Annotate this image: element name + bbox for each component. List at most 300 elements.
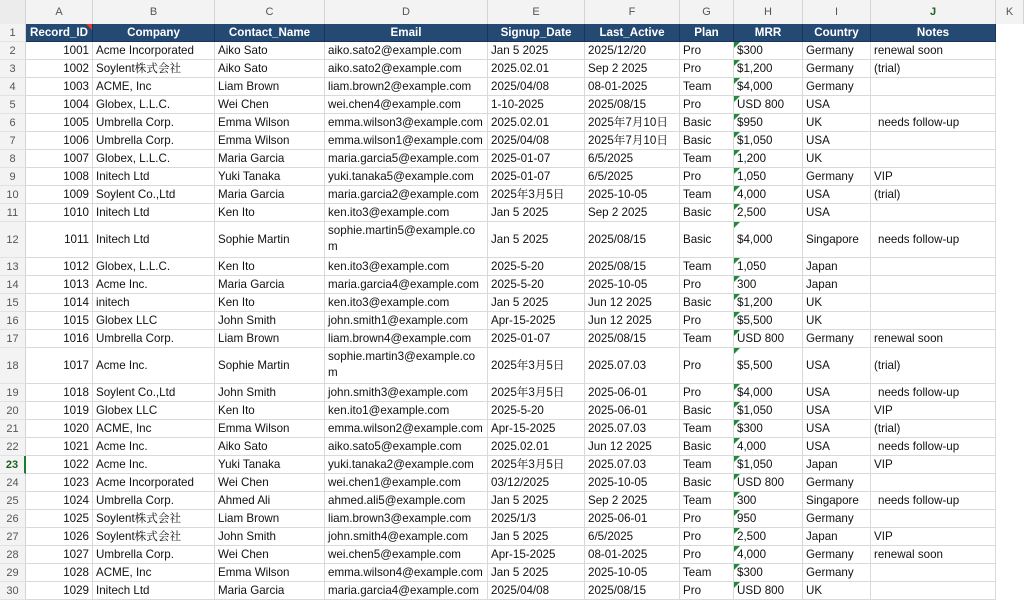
cell-company-row-6[interactable] — [93, 114, 215, 132]
cell-contact-row-2[interactable] — [215, 42, 325, 60]
cell-last-row-25[interactable] — [585, 492, 680, 510]
cell-last-row-23[interactable] — [585, 456, 680, 474]
cell-company-row-7[interactable] — [93, 132, 215, 150]
column-header-k[interactable]: K — [996, 0, 1024, 24]
column-header-c[interactable]: C — [215, 0, 325, 24]
cell-contact-row-16[interactable] — [215, 312, 325, 330]
cell-plan-row-30[interactable] — [680, 582, 734, 600]
number-as-text-warning-icon[interactable] — [734, 474, 740, 480]
row-header-16[interactable]: 16 — [0, 312, 26, 330]
header-cell-notes[interactable] — [871, 24, 996, 42]
cell-last-row-19[interactable] — [585, 384, 680, 402]
cell-country-row-20[interactable] — [803, 402, 871, 420]
cell-notes-row-26[interactable] — [871, 510, 996, 528]
cell-notes-row-21[interactable] — [871, 420, 996, 438]
number-as-text-warning-icon[interactable] — [734, 582, 740, 588]
cell-mrr-row-13[interactable] — [734, 258, 803, 276]
row-header-15[interactable]: 15 — [0, 294, 26, 312]
cell-country-row-28[interactable] — [803, 546, 871, 564]
cell-plan-row-6[interactable] — [680, 114, 734, 132]
cell-email-row-15[interactable] — [325, 294, 488, 312]
column-header-h[interactable]: H — [734, 0, 803, 24]
cell-id-row-12[interactable] — [26, 222, 93, 258]
cell-company-row-15[interactable] — [93, 294, 215, 312]
cell-email-row-20[interactable] — [325, 402, 488, 420]
row-header-23[interactable]: 23 — [0, 456, 26, 474]
cell-plan-row-14[interactable] — [680, 276, 734, 294]
cell-company-row-21[interactable] — [93, 420, 215, 438]
cell-signup-row-16[interactable] — [488, 312, 585, 330]
cell-mrr-row-17[interactable] — [734, 330, 803, 348]
cell-mrr-row-28[interactable] — [734, 546, 803, 564]
header-cell-contact-name[interactable] — [215, 24, 325, 42]
cell-email-row-11[interactable] — [325, 204, 488, 222]
cell-mrr-row-30[interactable] — [734, 582, 803, 600]
cell-signup-row-12[interactable] — [488, 222, 585, 258]
cell-company-row-16[interactable] — [93, 312, 215, 330]
cell-last-row-3[interactable] — [585, 60, 680, 78]
cell-country-row-19[interactable] — [803, 384, 871, 402]
cell-id-row-2[interactable] — [26, 42, 93, 60]
cell-notes-row-3[interactable] — [871, 60, 996, 78]
cell-company-row-22[interactable] — [93, 438, 215, 456]
row-header-28[interactable]: 28 — [0, 546, 26, 564]
number-as-text-warning-icon[interactable] — [734, 312, 740, 318]
cell-id-row-4[interactable] — [26, 78, 93, 96]
cell-company-row-28[interactable] — [93, 546, 215, 564]
header-cell-mrr[interactable] — [734, 24, 803, 42]
column-header-a[interactable]: A — [26, 0, 93, 24]
cell-id-row-11[interactable] — [26, 204, 93, 222]
cell-email-row-3[interactable] — [325, 60, 488, 78]
cell-company-row-30[interactable] — [93, 582, 215, 600]
row-header-18[interactable]: 18 — [0, 348, 26, 384]
cell-email-row-27[interactable] — [325, 528, 488, 546]
number-as-text-warning-icon[interactable] — [734, 222, 740, 228]
cell-id-row-29[interactable] — [26, 564, 93, 582]
cell-signup-row-19[interactable] — [488, 384, 585, 402]
cell-mrr-row-6[interactable] — [734, 114, 803, 132]
cell-signup-row-4[interactable] — [488, 78, 585, 96]
cell-last-row-5[interactable] — [585, 96, 680, 114]
cell-email-row-29[interactable] — [325, 564, 488, 582]
cell-notes-row-4[interactable] — [871, 78, 996, 96]
cell-notes-row-15[interactable] — [871, 294, 996, 312]
number-as-text-warning-icon[interactable] — [734, 276, 740, 282]
cell-contact-row-17[interactable] — [215, 330, 325, 348]
row-header-17[interactable]: 17 — [0, 330, 26, 348]
cell-company-row-9[interactable] — [93, 168, 215, 186]
cell-last-row-13[interactable] — [585, 258, 680, 276]
cell-plan-row-19[interactable] — [680, 384, 734, 402]
number-as-text-warning-icon[interactable] — [734, 348, 740, 354]
cell-company-row-2[interactable] — [93, 42, 215, 60]
cell-last-row-26[interactable] — [585, 510, 680, 528]
cell-last-row-9[interactable] — [585, 168, 680, 186]
cell-country-row-10[interactable] — [803, 186, 871, 204]
cell-country-row-29[interactable] — [803, 564, 871, 582]
row-header-7[interactable]: 7 — [0, 132, 26, 150]
cell-notes-row-23[interactable] — [871, 456, 996, 474]
cell-company-row-25[interactable] — [93, 492, 215, 510]
cell-contact-row-19[interactable] — [215, 384, 325, 402]
cell-signup-row-27[interactable] — [488, 528, 585, 546]
cell-signup-row-25[interactable] — [488, 492, 585, 510]
cell-id-row-30[interactable] — [26, 582, 93, 600]
number-as-text-warning-icon[interactable] — [734, 42, 740, 48]
cell-email-row-5[interactable] — [325, 96, 488, 114]
cell-country-row-11[interactable] — [803, 204, 871, 222]
header-cell-plan[interactable] — [680, 24, 734, 42]
cell-contact-row-25[interactable] — [215, 492, 325, 510]
cell-mrr-row-20[interactable] — [734, 402, 803, 420]
cell-country-row-2[interactable] — [803, 42, 871, 60]
row-header-10[interactable]: 10 — [0, 186, 26, 204]
cell-country-row-27[interactable] — [803, 528, 871, 546]
cell-id-row-6[interactable] — [26, 114, 93, 132]
cell-country-row-25[interactable] — [803, 492, 871, 510]
column-header-b[interactable]: B — [93, 0, 215, 24]
cell-id-row-22[interactable] — [26, 438, 93, 456]
cell-signup-row-5[interactable] — [488, 96, 585, 114]
cell-signup-row-22[interactable] — [488, 438, 585, 456]
cell-email-row-24[interactable] — [325, 474, 488, 492]
cell-signup-row-18[interactable] — [488, 348, 585, 384]
cell-email-row-25[interactable] — [325, 492, 488, 510]
header-cell-company[interactable] — [93, 24, 215, 42]
column-header-f[interactable]: F — [585, 0, 680, 24]
number-as-text-warning-icon[interactable] — [734, 204, 740, 210]
number-as-text-warning-icon[interactable] — [734, 150, 740, 156]
cell-company-row-20[interactable] — [93, 402, 215, 420]
row-header-30[interactable]: 30 — [0, 582, 26, 600]
cell-last-row-14[interactable] — [585, 276, 680, 294]
cell-contact-row-28[interactable] — [215, 546, 325, 564]
cell-plan-row-23[interactable] — [680, 456, 734, 474]
cell-email-row-26[interactable] — [325, 510, 488, 528]
cell-notes-row-29[interactable] — [871, 564, 996, 582]
cell-signup-row-29[interactable] — [488, 564, 585, 582]
cell-notes-row-12[interactable] — [871, 222, 996, 258]
cell-contact-row-21[interactable] — [215, 420, 325, 438]
cell-id-row-8[interactable] — [26, 150, 93, 168]
cell-id-row-10[interactable] — [26, 186, 93, 204]
row-header-29[interactable]: 29 — [0, 564, 26, 582]
cell-contact-row-8[interactable] — [215, 150, 325, 168]
cell-company-row-18[interactable] — [93, 348, 215, 384]
cell-company-row-11[interactable] — [93, 204, 215, 222]
cell-company-row-17[interactable] — [93, 330, 215, 348]
cell-last-row-24[interactable] — [585, 474, 680, 492]
cell-id-row-19[interactable] — [26, 384, 93, 402]
cell-plan-row-8[interactable] — [680, 150, 734, 168]
cell-notes-row-8[interactable] — [871, 150, 996, 168]
cell-notes-row-19[interactable] — [871, 384, 996, 402]
cell-plan-row-11[interactable] — [680, 204, 734, 222]
cell-email-row-22[interactable] — [325, 438, 488, 456]
cell-last-row-30[interactable] — [585, 582, 680, 600]
cell-plan-row-22[interactable] — [680, 438, 734, 456]
cell-plan-row-17[interactable] — [680, 330, 734, 348]
cell-country-row-16[interactable] — [803, 312, 871, 330]
row-header-9[interactable]: 9 — [0, 168, 26, 186]
cell-plan-row-29[interactable] — [680, 564, 734, 582]
cell-mrr-row-23[interactable] — [734, 456, 803, 474]
cell-signup-row-15[interactable] — [488, 294, 585, 312]
cell-id-row-25[interactable] — [26, 492, 93, 510]
cell-company-row-8[interactable] — [93, 150, 215, 168]
cell-contact-row-5[interactable] — [215, 96, 325, 114]
cell-signup-row-24[interactable] — [488, 474, 585, 492]
cell-plan-row-13[interactable] — [680, 258, 734, 276]
row-header-1[interactable]: 1 — [0, 24, 26, 42]
cell-mrr-row-22[interactable] — [734, 438, 803, 456]
cell-email-row-14[interactable] — [325, 276, 488, 294]
number-as-text-warning-icon[interactable] — [734, 510, 740, 516]
cell-plan-row-27[interactable] — [680, 528, 734, 546]
cell-country-row-23[interactable] — [803, 456, 871, 474]
number-as-text-warning-icon[interactable] — [734, 492, 740, 498]
cell-notes-row-10[interactable] — [871, 186, 996, 204]
cell-company-row-23[interactable] — [93, 456, 215, 474]
cell-notes-row-16[interactable] — [871, 312, 996, 330]
cell-mrr-row-25[interactable] — [734, 492, 803, 510]
cell-signup-row-14[interactable] — [488, 276, 585, 294]
cell-mrr-row-10[interactable] — [734, 186, 803, 204]
cell-email-row-9[interactable] — [325, 168, 488, 186]
row-header-26[interactable]: 26 — [0, 510, 26, 528]
cell-contact-row-20[interactable] — [215, 402, 325, 420]
row-header-22[interactable]: 22 — [0, 438, 26, 456]
cell-country-row-26[interactable] — [803, 510, 871, 528]
header-cell-record-id[interactable] — [26, 24, 93, 42]
cell-notes-row-5[interactable] — [871, 96, 996, 114]
row-header-4[interactable]: 4 — [0, 78, 26, 96]
cell-notes-row-25[interactable] — [871, 492, 996, 510]
cell-id-row-16[interactable] — [26, 312, 93, 330]
cell-company-row-26[interactable] — [93, 510, 215, 528]
row-header-3[interactable]: 3 — [0, 60, 26, 78]
cell-email-row-6[interactable] — [325, 114, 488, 132]
cell-country-row-15[interactable] — [803, 294, 871, 312]
cell-email-row-16[interactable] — [325, 312, 488, 330]
cell-mrr-row-15[interactable] — [734, 294, 803, 312]
cell-mrr-row-29[interactable] — [734, 564, 803, 582]
row-header-5[interactable]: 5 — [0, 96, 26, 114]
cell-email-row-2[interactable] — [325, 42, 488, 60]
row-header-12[interactable]: 12 — [0, 222, 26, 258]
cell-country-row-22[interactable] — [803, 438, 871, 456]
row-header-21[interactable]: 21 — [0, 420, 26, 438]
cell-last-row-21[interactable] — [585, 420, 680, 438]
cell-contact-row-26[interactable] — [215, 510, 325, 528]
cell-signup-row-3[interactable] — [488, 60, 585, 78]
cell-notes-row-30[interactable] — [871, 582, 996, 600]
cell-email-row-7[interactable] — [325, 132, 488, 150]
cell-last-row-20[interactable] — [585, 402, 680, 420]
cell-id-row-28[interactable] — [26, 546, 93, 564]
cell-signup-row-2[interactable] — [488, 42, 585, 60]
cell-mrr-row-4[interactable] — [734, 78, 803, 96]
cell-plan-row-16[interactable] — [680, 312, 734, 330]
cell-plan-row-18[interactable] — [680, 348, 734, 384]
cell-last-row-28[interactable] — [585, 546, 680, 564]
cell-contact-row-24[interactable] — [215, 474, 325, 492]
column-header-d[interactable]: D — [325, 0, 488, 24]
column-k-area[interactable] — [996, 24, 1024, 608]
cell-email-row-30[interactable] — [325, 582, 488, 600]
cell-company-row-4[interactable] — [93, 78, 215, 96]
cell-mrr-row-11[interactable] — [734, 204, 803, 222]
cell-plan-row-7[interactable] — [680, 132, 734, 150]
cell-mrr-row-26[interactable] — [734, 510, 803, 528]
row-header-24[interactable]: 24 — [0, 474, 26, 492]
cell-last-row-2[interactable] — [585, 42, 680, 60]
cell-contact-row-13[interactable] — [215, 258, 325, 276]
cell-id-row-18[interactable] — [26, 348, 93, 384]
cell-email-row-8[interactable] — [325, 150, 488, 168]
cell-id-row-9[interactable] — [26, 168, 93, 186]
row-header-2[interactable]: 2 — [0, 42, 26, 60]
row-header-19[interactable]: 19 — [0, 384, 26, 402]
cell-mrr-row-2[interactable] — [734, 42, 803, 60]
cell-contact-row-3[interactable] — [215, 60, 325, 78]
number-as-text-warning-icon[interactable] — [734, 96, 740, 102]
cell-contact-row-10[interactable] — [215, 186, 325, 204]
cell-company-row-14[interactable] — [93, 276, 215, 294]
cell-last-row-29[interactable] — [585, 564, 680, 582]
cell-plan-row-5[interactable] — [680, 96, 734, 114]
cell-contact-row-27[interactable] — [215, 528, 325, 546]
number-as-text-warning-icon[interactable] — [734, 528, 740, 534]
cell-notes-row-20[interactable] — [871, 402, 996, 420]
cell-id-row-26[interactable] — [26, 510, 93, 528]
cell-company-row-3[interactable] — [93, 60, 215, 78]
cell-id-row-5[interactable] — [26, 96, 93, 114]
cell-mrr-row-21[interactable] — [734, 420, 803, 438]
cell-mrr-row-7[interactable] — [734, 132, 803, 150]
cell-signup-row-6[interactable] — [488, 114, 585, 132]
cell-company-row-12[interactable] — [93, 222, 215, 258]
cell-mrr-row-8[interactable] — [734, 150, 803, 168]
cell-country-row-4[interactable] — [803, 78, 871, 96]
cell-email-row-10[interactable] — [325, 186, 488, 204]
cell-plan-row-10[interactable] — [680, 186, 734, 204]
cell-signup-row-17[interactable] — [488, 330, 585, 348]
cell-id-row-7[interactable] — [26, 132, 93, 150]
cell-mrr-row-16[interactable] — [734, 312, 803, 330]
cell-id-row-23[interactable] — [26, 456, 93, 474]
cell-signup-row-30[interactable] — [488, 582, 585, 600]
cell-notes-row-9[interactable] — [871, 168, 996, 186]
cell-id-row-14[interactable] — [26, 276, 93, 294]
cell-notes-row-13[interactable] — [871, 258, 996, 276]
number-as-text-warning-icon[interactable] — [734, 456, 740, 462]
number-as-text-warning-icon[interactable] — [734, 420, 740, 426]
cell-notes-row-7[interactable] — [871, 132, 996, 150]
cell-country-row-3[interactable] — [803, 60, 871, 78]
column-header-j[interactable]: J — [871, 0, 996, 24]
cell-last-row-17[interactable] — [585, 330, 680, 348]
cell-country-row-6[interactable] — [803, 114, 871, 132]
cell-last-row-22[interactable] — [585, 438, 680, 456]
row-header-11[interactable]: 11 — [0, 204, 26, 222]
number-as-text-warning-icon[interactable] — [734, 258, 740, 264]
cell-signup-row-9[interactable] — [488, 168, 585, 186]
cell-email-row-17[interactable] — [325, 330, 488, 348]
cell-email-row-13[interactable] — [325, 258, 488, 276]
cell-country-row-9[interactable] — [803, 168, 871, 186]
cell-company-row-19[interactable] — [93, 384, 215, 402]
cell-country-row-7[interactable] — [803, 132, 871, 150]
cell-mrr-row-9[interactable] — [734, 168, 803, 186]
row-header-14[interactable]: 14 — [0, 276, 26, 294]
header-cell-email[interactable] — [325, 24, 488, 42]
header-cell-last-active[interactable] — [585, 24, 680, 42]
number-as-text-warning-icon[interactable] — [734, 168, 740, 174]
cell-contact-row-4[interactable] — [215, 78, 325, 96]
number-as-text-warning-icon[interactable] — [734, 384, 740, 390]
cell-mrr-row-27[interactable] — [734, 528, 803, 546]
cell-id-row-21[interactable] — [26, 420, 93, 438]
cell-country-row-30[interactable] — [803, 582, 871, 600]
cell-country-row-17[interactable] — [803, 330, 871, 348]
number-as-text-warning-icon[interactable] — [734, 60, 740, 66]
cell-last-row-16[interactable] — [585, 312, 680, 330]
number-as-text-warning-icon[interactable] — [734, 132, 740, 138]
comment-indicator-icon[interactable] — [86, 24, 92, 30]
cell-plan-row-28[interactable] — [680, 546, 734, 564]
cell-last-row-7[interactable] — [585, 132, 680, 150]
cell-signup-row-7[interactable] — [488, 132, 585, 150]
cell-country-row-24[interactable] — [803, 474, 871, 492]
column-header-g[interactable]: G — [680, 0, 734, 24]
cell-notes-row-17[interactable] — [871, 330, 996, 348]
cell-signup-row-28[interactable] — [488, 546, 585, 564]
cell-id-row-15[interactable] — [26, 294, 93, 312]
cell-mrr-row-24[interactable] — [734, 474, 803, 492]
cell-country-row-5[interactable] — [803, 96, 871, 114]
cell-notes-row-6[interactable] — [871, 114, 996, 132]
cell-plan-row-4[interactable] — [680, 78, 734, 96]
cell-email-row-28[interactable] — [325, 546, 488, 564]
cell-contact-row-14[interactable] — [215, 276, 325, 294]
row-header-20[interactable]: 20 — [0, 402, 26, 420]
cell-contact-row-18[interactable] — [215, 348, 325, 384]
cell-country-row-18[interactable] — [803, 348, 871, 384]
cell-plan-row-9[interactable] — [680, 168, 734, 186]
header-cell-country[interactable] — [803, 24, 871, 42]
cell-id-row-27[interactable] — [26, 528, 93, 546]
cell-email-row-4[interactable] — [325, 78, 488, 96]
cell-signup-row-21[interactable] — [488, 420, 585, 438]
cell-signup-row-11[interactable] — [488, 204, 585, 222]
number-as-text-warning-icon[interactable] — [734, 186, 740, 192]
cell-notes-row-27[interactable] — [871, 528, 996, 546]
cell-notes-row-24[interactable] — [871, 474, 996, 492]
number-as-text-warning-icon[interactable] — [734, 438, 740, 444]
cell-company-row-10[interactable] — [93, 186, 215, 204]
cell-plan-row-26[interactable] — [680, 510, 734, 528]
cell-signup-row-10[interactable] — [488, 186, 585, 204]
cell-country-row-8[interactable] — [803, 150, 871, 168]
cell-contact-row-12[interactable] — [215, 222, 325, 258]
cell-id-row-13[interactable] — [26, 258, 93, 276]
number-as-text-warning-icon[interactable] — [734, 114, 740, 120]
cell-company-row-5[interactable] — [93, 96, 215, 114]
cell-email-row-19[interactable] — [325, 384, 488, 402]
cell-signup-row-26[interactable] — [488, 510, 585, 528]
